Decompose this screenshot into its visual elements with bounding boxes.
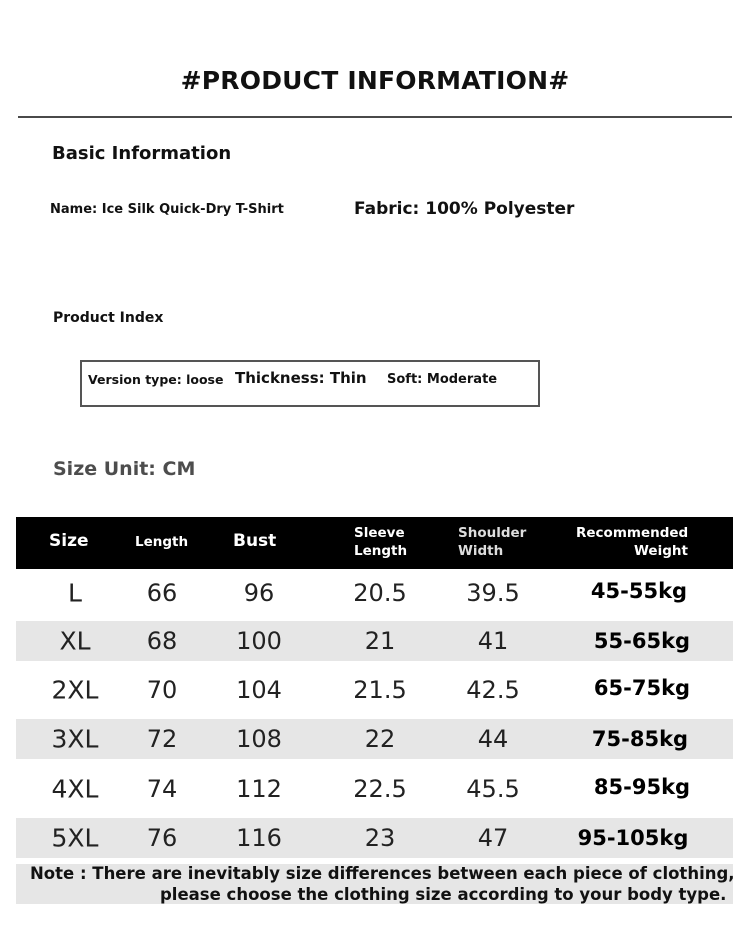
shoulder-cell: 45.5 xyxy=(466,775,520,803)
softness: Soft: Moderate xyxy=(387,372,498,387)
weight-cell: 55-65kg xyxy=(593,629,691,653)
shoulder-cell: 42.5 xyxy=(466,676,520,704)
header-length: Length xyxy=(135,534,189,550)
thickness: Thickness: Thin xyxy=(235,369,367,387)
version-type: Version type: loose xyxy=(88,372,224,387)
size-cell: XL xyxy=(59,626,91,656)
length-cell: 66 xyxy=(146,579,178,607)
length-cell: 76 xyxy=(146,824,178,852)
table-row xyxy=(16,769,733,809)
product-name: Name: Ice Silk Quick-Dry T-Shirt xyxy=(50,202,284,217)
size-cell: 3XL xyxy=(51,724,99,754)
bust-cell: 104 xyxy=(236,676,282,704)
weight-cell: 45-55kg xyxy=(590,579,688,603)
table-row xyxy=(16,670,733,710)
weight-cell: 95-105kg xyxy=(577,826,689,850)
title-divider xyxy=(18,116,732,118)
note-text-line1: Note : There are inevitably size differences between each piece of clothing, xyxy=(30,864,735,883)
header-weight-line1: Recommended xyxy=(576,525,689,541)
shoulder-cell: 47 xyxy=(477,824,509,852)
note-text-line2: please choose the clothing size according to your body type. xyxy=(160,885,727,904)
table-row xyxy=(16,621,733,661)
size-cell: L xyxy=(68,578,82,608)
basic-info-heading: Basic Information xyxy=(52,143,232,164)
header-bust: Bust xyxy=(233,531,277,551)
header-shoulder-line2: Width xyxy=(458,543,504,559)
bust-cell: 100 xyxy=(236,627,282,655)
sleeve-cell: 23 xyxy=(364,824,396,852)
length-cell: 74 xyxy=(146,775,178,803)
sleeve-cell: 22 xyxy=(364,725,396,753)
sleeve-cell: 20.5 xyxy=(353,579,407,607)
sleeve-cell: 21.5 xyxy=(353,676,407,704)
header-sleeve-line1: Sleeve xyxy=(354,525,405,541)
product-fabric: Fabric: 100% Polyester xyxy=(354,199,575,219)
header-shoulder-line1: Shoulder xyxy=(458,525,527,541)
bust-cell: 116 xyxy=(236,824,282,852)
header-size: Size xyxy=(49,531,89,551)
length-cell: 68 xyxy=(146,627,178,655)
size-unit-label: Size Unit: CM xyxy=(53,458,196,480)
sleeve-cell: 21 xyxy=(364,627,396,655)
size-cell: 2XL xyxy=(51,675,99,705)
product-index-heading: Product Index xyxy=(53,310,164,326)
bust-cell: 96 xyxy=(243,579,275,607)
weight-cell: 75-85kg xyxy=(591,727,689,751)
size-cell: 4XL xyxy=(51,774,99,804)
bust-cell: 112 xyxy=(236,775,282,803)
weight-cell: 85-95kg xyxy=(593,775,691,799)
length-cell: 72 xyxy=(146,725,178,753)
sleeve-cell: 22.5 xyxy=(353,775,407,803)
table-row xyxy=(16,573,733,613)
size-cell: 5XL xyxy=(51,823,99,853)
shoulder-cell: 44 xyxy=(477,725,509,753)
bust-cell: 108 xyxy=(236,725,282,753)
length-cell: 70 xyxy=(146,676,178,704)
weight-cell: 65-75kg xyxy=(593,676,691,700)
shoulder-cell: 41 xyxy=(477,627,509,655)
table-row xyxy=(16,719,733,759)
page-title: #PRODUCT INFORMATION# xyxy=(180,66,570,95)
table-row xyxy=(16,818,733,858)
size-table-header xyxy=(16,517,733,569)
shoulder-cell: 39.5 xyxy=(466,579,520,607)
header-weight-line2: Weight xyxy=(634,543,688,559)
header-sleeve-line2: Length xyxy=(354,543,408,559)
